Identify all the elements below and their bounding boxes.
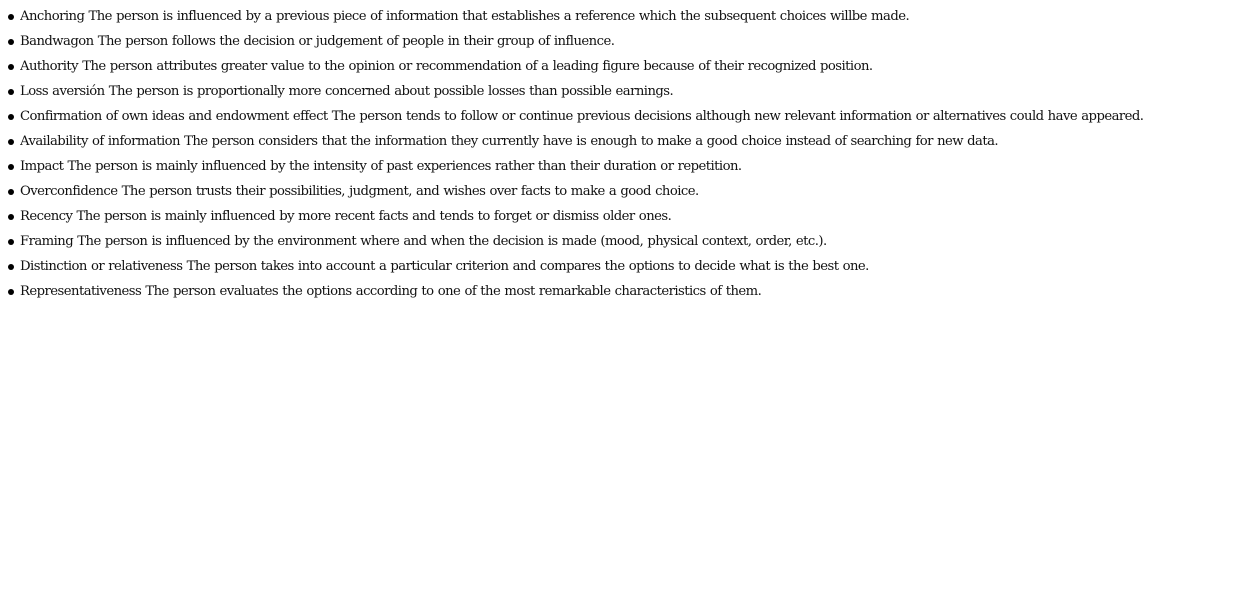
bullet-icon: [8, 14, 14, 20]
list-item: [6, 4, 1234, 29]
list-item: [6, 79, 1234, 104]
list-item: [6, 29, 1234, 54]
list-item-text: Authority The person attributes greater value to the opinion or recommendation of a leading figure because of their recognized position.: [20, 59, 873, 74]
list-item: [6, 54, 1234, 79]
list-item-text: Overconfidence The person trusts their possibilities, judgment, and wishes over facts to make a good choice.: [20, 184, 699, 199]
list-item-text: Representativeness The person evaluates the options according to one of the most remarkable characteristics of them.: [20, 284, 762, 299]
list-item: [6, 204, 1234, 229]
list-item: [6, 229, 1234, 254]
bullet-icon: [8, 114, 14, 120]
bullet-icon: [8, 239, 14, 245]
list-item-text: Distinction or relativeness The person takes into account a particular criterion and compares the options to decide what is the best one.: [20, 259, 869, 274]
list-item: [6, 154, 1234, 179]
list-item-text: Framing The person is influenced by the environment where and when the decision is made (mood, physical context, order, etc.).: [20, 234, 827, 249]
bullet-icon: [8, 289, 14, 295]
list-item-text: Loss aversión The person is proportionally more concerned about possible losses than possible earnings.: [20, 84, 674, 99]
bullet-icon: [8, 39, 14, 45]
list-item-text: Bandwagon The person follows the decision or judgement of people in their group of influence.: [20, 34, 615, 49]
list-item-text: Anchoring The person is influenced by a previous piece of information that establishes a reference which the subsequent choices willbe made.: [20, 9, 910, 24]
list-item: [6, 179, 1234, 204]
bullet-icon: [8, 139, 14, 145]
bullet-icon: [8, 189, 14, 195]
bullet-icon: [8, 89, 14, 95]
bullet-icon: [8, 214, 14, 220]
list-item-text: Confirmation of own ideas and endowment effect The person tends to follow or continue previous decisions although new relevant information or alternatives could have appeared.: [20, 109, 1144, 124]
bullet-icon: [8, 64, 14, 70]
list-item-text: Recency The person is mainly influenced by more recent facts and tends to forget or dismiss older ones.: [20, 209, 672, 224]
bullet-icon: [8, 264, 14, 270]
list-item-text: Impact The person is mainly influenced by the intensity of past experiences rather than their duration or repetition.: [20, 159, 742, 174]
list-item: [6, 254, 1234, 279]
list-item-text: Availability of information The person considers that the information they currently have is enough to make a good choice instead of searching for new data.: [20, 134, 999, 149]
bullet-icon: [8, 164, 14, 170]
list-item: [6, 279, 1234, 304]
list-item: [6, 104, 1234, 129]
bias-list: [6, 4, 1234, 304]
list-item: [6, 129, 1234, 154]
